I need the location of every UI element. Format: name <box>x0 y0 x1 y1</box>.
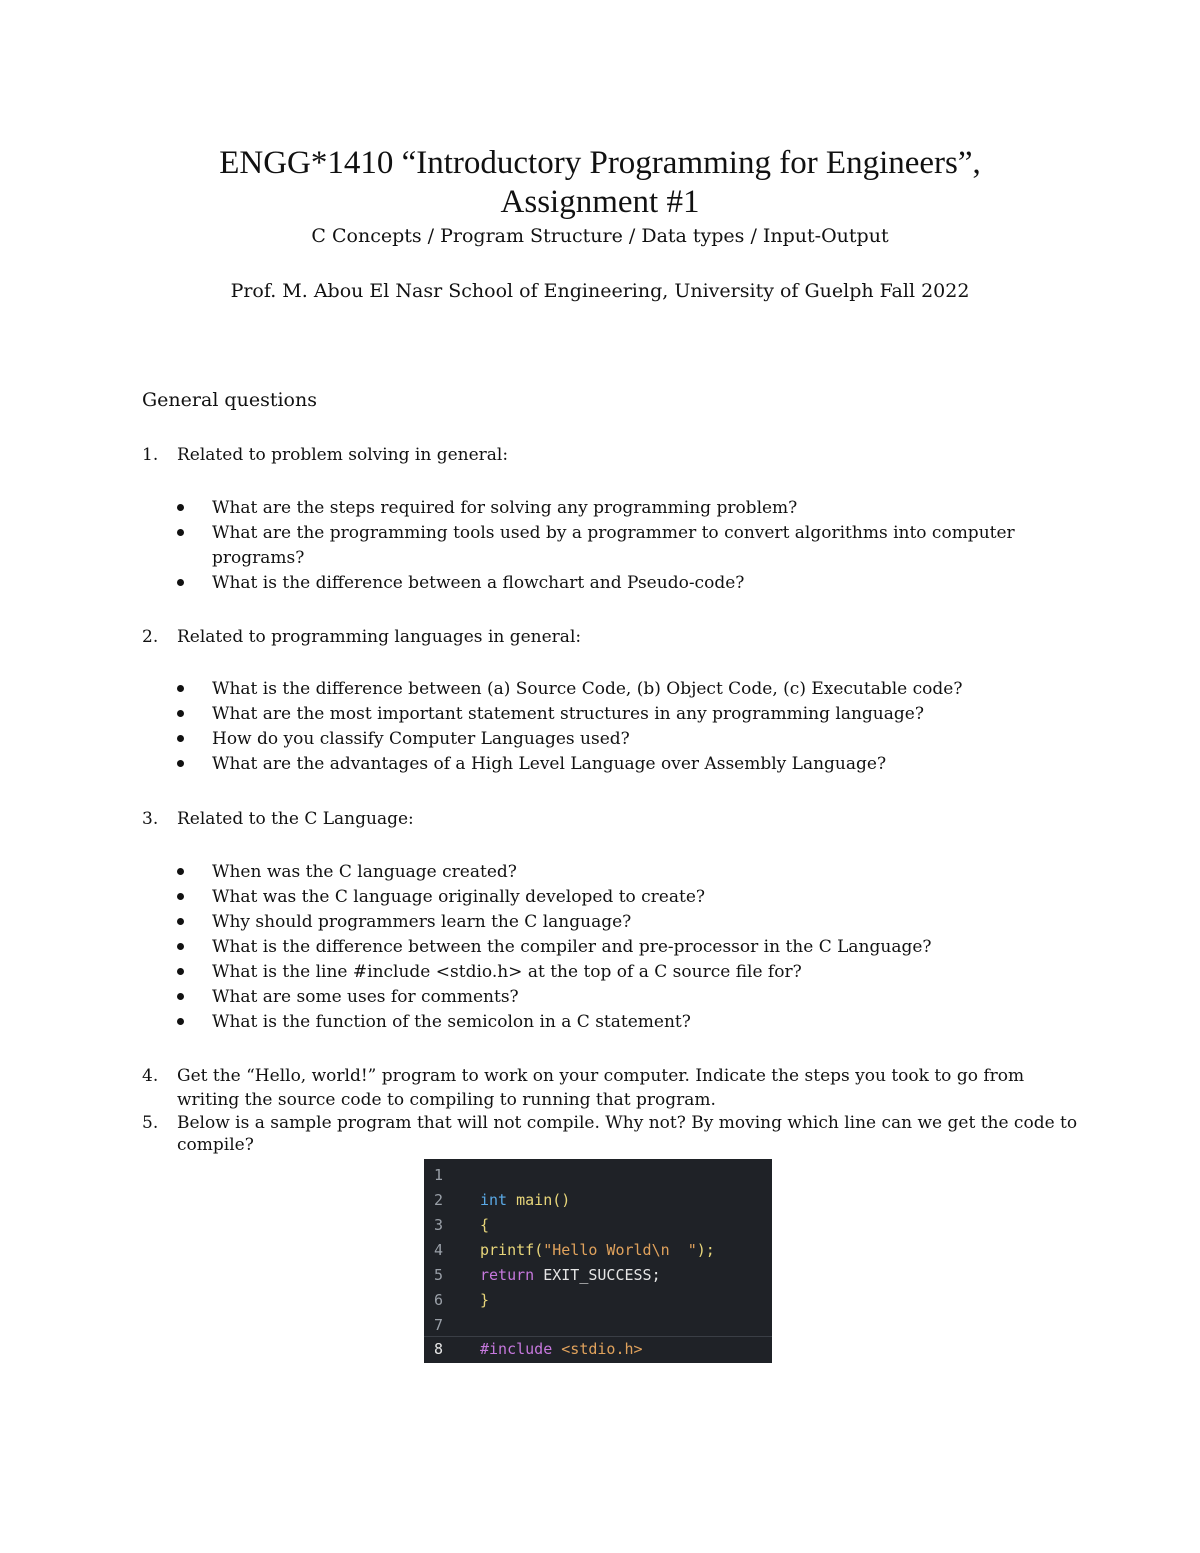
code-token: { <box>480 1216 490 1234</box>
list-item: What are the programming tools used by a programmer to convert algorithms into computer programs? <box>142 521 1042 571</box>
question-text: Below is a sample program that will not compile. Why not? By moving which line can we get the code to compile? <box>177 1113 1078 1155</box>
question-text: Related to the C Language: <box>177 809 414 829</box>
code-token: EXIT_SUCCESS; <box>534 1266 661 1284</box>
list-item: When was the C language created? <box>142 860 1042 885</box>
question-5 <box>142 1112 1082 1156</box>
question-3 <box>142 807 1082 831</box>
author-line: Prof. M. Abou El Nasr School of Engineering, University of Guelph Fall 2022 <box>230 280 970 302</box>
list-item: What was the C language originally developed to create? <box>142 885 1042 910</box>
code-line <box>424 1213 772 1238</box>
bullet-icon <box>177 1018 184 1025</box>
question-text: Related to problem solving in general: <box>177 445 509 465</box>
bullet-icon <box>177 993 184 1000</box>
code-token: main <box>516 1191 553 1209</box>
question-1 <box>142 443 1082 467</box>
code-token: () <box>552 1191 571 1209</box>
list-item: What are the most important statement structures in any programming language? <box>142 702 1042 727</box>
code-token: "Hello World\n " <box>543 1241 697 1259</box>
document-title-line-2: Assignment #1 <box>500 184 700 220</box>
bullet-icon <box>177 579 184 586</box>
bullet-icon <box>177 685 184 692</box>
document-subtitle: C Concepts / Program Structure / Data types / Input-Output <box>311 225 889 247</box>
code-token: int <box>480 1191 508 1209</box>
list-item: What is the function of the semicolon in a C statement? <box>142 1010 1042 1035</box>
question-number: 1. <box>142 445 159 465</box>
line-number: 4 <box>434 1241 444 1259</box>
question-2 <box>142 625 1082 649</box>
code-token: #include <box>480 1340 553 1358</box>
line-number: 6 <box>434 1291 444 1309</box>
bullet-icon <box>177 735 184 742</box>
list-item: What are the steps required for solving any programming problem? <box>142 496 1042 521</box>
bullet-icon <box>177 868 184 875</box>
question-2-bullets <box>142 677 1042 777</box>
code-token: } <box>480 1291 490 1309</box>
list-item: What are some uses for comments? <box>142 985 1042 1010</box>
question-1-bullets <box>142 496 1042 596</box>
bullet-icon <box>177 943 184 950</box>
list-item: What are the advantages of a High Level Language over Assembly Language? <box>142 752 1042 777</box>
bullet-icon <box>177 918 184 925</box>
question-number: 3. <box>142 809 159 829</box>
question-number: 4. <box>142 1066 159 1086</box>
list-item: What is the difference between a flowchart and Pseudo-code? <box>142 571 1042 596</box>
section-heading: General questions <box>142 389 317 411</box>
list-item: How do you classify Computer Languages used? <box>142 727 1042 752</box>
code-line <box>424 1263 772 1288</box>
line-number: 1 <box>434 1166 444 1184</box>
code-line <box>424 1288 772 1313</box>
list-item: What is the line #include <stdio.h> at the top of a C source file for? <box>142 960 1042 985</box>
question-number: 2. <box>142 627 159 647</box>
document-title-line-1: ENGG*1410 “Introductory Programming for Engineers”, <box>219 145 981 181</box>
question-text: Get the “Hello, world!” program to work on your computer. Indicate the steps you took to go from writing the source code to compiling to running that program. <box>177 1066 1025 1110</box>
code-token: ); <box>696 1241 715 1259</box>
list-item: What is the difference between (a) Source Code, (b) Object Code, (c) Executable code? <box>142 677 1042 702</box>
code-line <box>424 1188 772 1213</box>
question-4 <box>142 1064 1082 1112</box>
bullet-icon <box>177 504 184 511</box>
code-token: printf <box>480 1241 535 1259</box>
bullet-icon <box>177 893 184 900</box>
question-number: 5. <box>142 1113 159 1133</box>
bullet-icon <box>177 760 184 767</box>
question-3-bullets <box>142 860 1042 1035</box>
code-line <box>424 1313 772 1338</box>
code-token: ( <box>534 1241 544 1259</box>
line-number: 2 <box>434 1191 444 1209</box>
code-token: return <box>480 1266 535 1284</box>
line-number: 7 <box>434 1316 444 1334</box>
line-number: 3 <box>434 1216 444 1234</box>
list-item: What is the difference between the compiler and pre-processor in the C Language? <box>142 935 1042 960</box>
line-number: 8 <box>434 1340 444 1358</box>
bullet-icon <box>177 529 184 536</box>
list-item: Why should programmers learn the C language? <box>142 910 1042 935</box>
code-line <box>424 1238 772 1263</box>
code-line <box>424 1337 772 1362</box>
bullet-icon <box>177 710 184 717</box>
code-token: <stdio.h> <box>552 1340 643 1358</box>
line-number: 5 <box>434 1266 444 1284</box>
question-text: Related to programming languages in general: <box>177 627 582 647</box>
bullet-icon <box>177 968 184 975</box>
code-sample <box>424 1159 772 1363</box>
code-line <box>424 1163 772 1188</box>
